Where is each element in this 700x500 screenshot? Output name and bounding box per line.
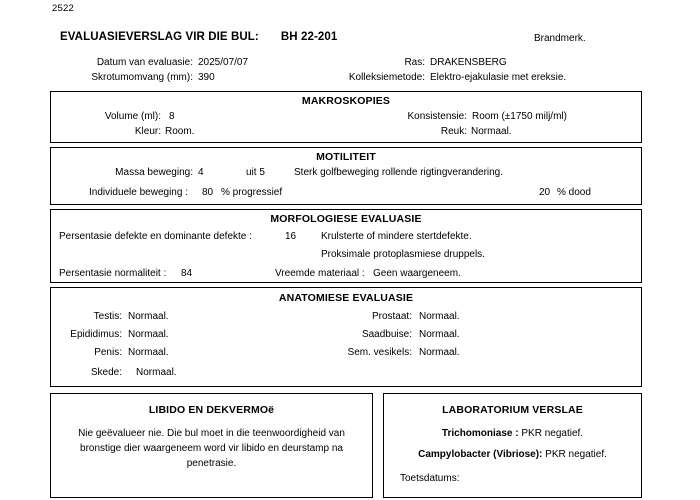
mass-movement-description: Sterk golfbeweging rollende rigtingverandering. [294, 167, 504, 178]
penis-label: Penis: [94, 347, 122, 358]
section-title-makroskopies: MAKROSKOPIES [301, 95, 391, 107]
section-title-anatomie: ANATOMIESE EVALUASIE [278, 292, 414, 304]
defects-description-secondary: Proksimale protoplasmiese druppels. [321, 249, 485, 260]
individual-movement-unit: % progressief [221, 187, 283, 198]
header-row-scrotum [0, 71, 700, 85]
breed-value: DRAKENSBERG [430, 57, 507, 68]
volume-label: Volume (ml): [104, 111, 161, 122]
individual-movement-label: Individuele beweging : [89, 187, 188, 198]
consistency-value: Room (±1750 milj/ml) [472, 111, 567, 122]
section-title-libido: LIBIDO EN DEKVERMOë [148, 404, 275, 416]
bull-id-value: BH 22-201 [280, 31, 338, 43]
defects-value: 16 [285, 231, 297, 242]
foreign-material-value: Geen waargeneem. [373, 268, 461, 279]
section-libido-en-dekvermoe [50, 393, 373, 498]
prostaat-value: Normaal. [419, 311, 460, 322]
sem-vesikels-value: Normaal. [419, 347, 460, 358]
brandmerk-label: Brandmerk. [534, 33, 586, 44]
breed-label: Ras: [404, 57, 425, 68]
dead-percentage-unit: % dood [557, 187, 591, 198]
colour-value: Room. [165, 126, 195, 137]
foreign-material-label: Vreemde materiaal : [275, 268, 365, 279]
mass-movement-outof: uit 5 [246, 167, 265, 178]
smell-label: Reuk: [440, 126, 467, 137]
mass-movement-label: Massa beweging: [115, 167, 193, 178]
colour-label: Kleur: [134, 126, 161, 137]
trichomoniase-row [384, 427, 641, 441]
defects-label: Persentasie defekte en dominante defekte : [59, 231, 252, 242]
consistency-label: Konsistensie: [407, 111, 467, 122]
section-motiliteit [50, 147, 642, 205]
skede-value: Normaal. [136, 367, 177, 378]
section-morfologiese-evaluasie [50, 209, 642, 283]
trichomoniase-label: Trichomoniase : [441, 428, 519, 439]
section-anatomiese-evaluasie [50, 287, 642, 387]
normality-label: Persentasie normaliteit : [59, 268, 167, 279]
section-title-motiliteit: MOTILITEIT [316, 151, 376, 163]
section-title-morfologie: MORFOLOGIESE EVALUASIE [270, 213, 422, 225]
volume-value: 8 [169, 111, 175, 122]
campylobacter-row [384, 448, 641, 462]
mass-movement-value: 4 [198, 167, 204, 178]
campylobacter-value: PKR negatief. [545, 449, 607, 460]
testis-value: Normaal. [128, 311, 169, 322]
skede-label: Skede: [90, 367, 122, 378]
page-number: 2522 [52, 3, 74, 14]
test-dates-label: Toetsdatums: [400, 473, 460, 484]
collection-method-value: Elektro-ejakulasie met ereksie. [430, 72, 567, 83]
date-value: 2025/07/07 [198, 57, 249, 68]
trichomoniase-value: PKR negatief. [521, 428, 584, 439]
individual-movement-value: 80 [202, 187, 214, 198]
section-makroskopies [50, 91, 642, 143]
report-title-label: EVALUASIEVERSLAG VIR DIE BUL: [60, 31, 259, 43]
section-laboratorium-verslae [383, 393, 642, 498]
libido-body-text: Nie geëvalueer nie. Die bul moet in die teenwoordigheid van bronstige dier waargeneem word vir libido en deurstamp na penetrasie. [78, 428, 345, 469]
prostaat-label: Prostaat: [371, 311, 412, 322]
scrotum-circumference-value: 390 [198, 72, 215, 83]
dead-percentage-value: 20 [539, 187, 551, 198]
section-title-laboratorium: LABORATORIUM VERSLAE [442, 404, 583, 416]
collection-method-label: Kolleksiemetode: [348, 72, 425, 83]
scrotum-circumference-label: Skrotumomvang (mm): [91, 72, 193, 83]
campylobacter-label: Campylobacter (Vibriose): [418, 449, 543, 460]
header-row-date [0, 56, 700, 70]
normality-value: 84 [181, 268, 193, 279]
date-label: Datum van evaluasie: [96, 57, 193, 68]
saadbuise-value: Normaal. [419, 329, 460, 340]
smell-value: Normaal. [471, 126, 512, 137]
epididimus-value: Normaal. [128, 329, 169, 340]
test-dates-row [400, 472, 459, 486]
epididimus-label: Epididimus: [70, 329, 122, 340]
report-title [60, 31, 337, 43]
defects-description-primary: Krulsterte of mindere stertdefekte. [321, 231, 472, 242]
testis-label: Testis: [93, 311, 122, 322]
saadbuise-label: Saadbuise: [361, 329, 412, 340]
sem-vesikels-label: Sem. vesikels: [347, 347, 412, 358]
penis-value: Normaal. [128, 347, 169, 358]
